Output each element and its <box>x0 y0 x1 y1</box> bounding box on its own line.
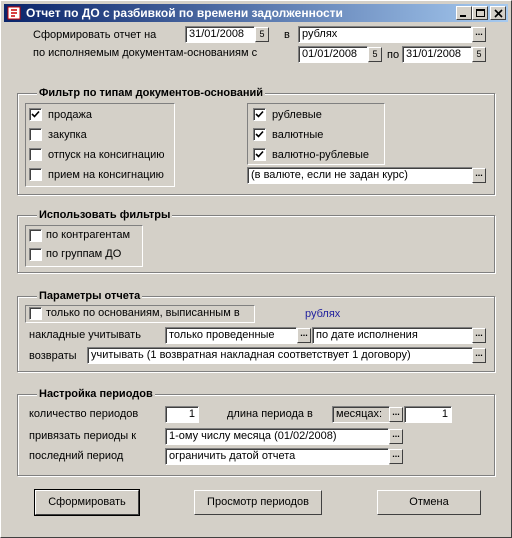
checkmark-icon <box>255 150 264 159</box>
returns-field[interactable]: учитывать (1 возвратная накладная соответствует 1 договору) <box>87 347 473 364</box>
returns-select-button[interactable]: ... <box>472 348 486 363</box>
period-length-field[interactable]: 1 <box>404 406 452 423</box>
filter-groups-label: по группам ДО <box>46 248 122 260</box>
period-count-field[interactable]: 1 <box>165 406 199 423</box>
invoices-select-button[interactable]: ... <box>297 328 311 343</box>
report-params-title: Параметры отчета <box>39 290 141 302</box>
in-label: в <box>284 29 290 41</box>
use-filters-title: Использовать фильтры <box>39 209 171 221</box>
form-report-label: Сформировать отчет на <box>33 29 157 41</box>
maximize-button[interactable] <box>472 6 488 20</box>
window-title: Отчет по ДО с разбивкой по времени задолженности <box>26 6 343 20</box>
report-date-calendar-button[interactable]: 5 <box>255 27 269 42</box>
type-sale-checkbox[interactable] <box>29 108 42 121</box>
close-icon <box>494 9 503 18</box>
currency-mixed-label: валютно-рублевые <box>272 149 369 161</box>
type-purchase-label: закупка <box>48 129 87 141</box>
report-date-field[interactable]: 31/01/2008 <box>185 26 255 43</box>
currency-field[interactable]: рублях <box>298 26 472 43</box>
period-length-label: длина периода в <box>227 408 313 420</box>
last-period-label: последний период <box>29 450 124 462</box>
doc-filter-title: Фильтр по типам документов-оснований <box>39 87 264 99</box>
period-unit-select-button[interactable]: ... <box>389 407 403 422</box>
invoices-label: накладные учитывать <box>29 329 141 341</box>
period-unit-field[interactable]: месяцах: <box>332 406 390 423</box>
currency-fx-checkbox[interactable] <box>253 128 266 141</box>
last-period-field[interactable]: ограничить датой отчета <box>165 448 389 465</box>
checkmark-icon <box>255 130 264 139</box>
generate-button[interactable]: Сформировать <box>35 490 139 515</box>
only-currency-value: рублях <box>305 308 341 320</box>
bind-periods-field[interactable]: 1-ому числу месяца (01/02/2008) <box>165 428 389 445</box>
type-sale-label: продажа <box>48 109 92 121</box>
maximize-icon <box>476 9 485 18</box>
currency-rub-checkbox[interactable] <box>253 108 266 121</box>
date-to-calendar-button[interactable]: 5 <box>472 47 486 62</box>
invoices-date-select-button[interactable]: ... <box>472 328 486 343</box>
invoices-field[interactable]: только проведенные <box>165 327 297 344</box>
type-purchase-checkbox[interactable] <box>29 128 42 141</box>
type-consign-in-checkbox[interactable] <box>29 168 42 181</box>
only-currency-checkbox[interactable] <box>29 307 42 320</box>
checkmark-icon <box>31 110 40 119</box>
close-button[interactable] <box>490 6 506 20</box>
type-consign-out-label: отпуск на консигнацию <box>48 149 165 161</box>
to-label: по <box>387 49 400 61</box>
bind-periods-label: привязать периоды к <box>29 430 137 442</box>
period-count-label: количество периодов <box>29 408 139 420</box>
date-from-field[interactable]: 01/01/2008 <box>298 46 368 63</box>
date-from-calendar-button[interactable]: 5 <box>368 47 382 62</box>
checkmark-icon <box>255 110 264 119</box>
bind-periods-select-button[interactable]: ... <box>389 429 403 444</box>
periods-title: Настройка периодов <box>39 388 153 400</box>
minimize-button[interactable] <box>456 6 472 20</box>
date-to-field[interactable]: 31/01/2008 <box>402 46 472 63</box>
returns-label: возвраты <box>29 350 77 362</box>
view-periods-button[interactable]: Просмотр периодов <box>194 490 322 515</box>
currency-rub-label: рублевые <box>272 109 322 121</box>
currency-fx-label: валютные <box>272 129 324 141</box>
period-from-label: по исполняемым документам-основаниям с <box>33 47 258 59</box>
last-period-select-button[interactable]: ... <box>389 449 403 464</box>
filter-counterparties-checkbox[interactable] <box>29 229 42 242</box>
title-bar[interactable] <box>4 4 508 22</box>
currency-note-field[interactable]: (в валюте, если не задан курс) <box>247 167 473 184</box>
filter-counterparties-label: по контрагентам <box>46 229 131 241</box>
app-icon <box>6 5 22 21</box>
type-consign-out-checkbox[interactable] <box>29 148 42 161</box>
currency-mixed-checkbox[interactable] <box>253 148 266 161</box>
currency-note-select-button[interactable]: ... <box>472 168 486 183</box>
minimize-icon <box>460 9 468 17</box>
cancel-button[interactable]: Отмена <box>377 490 481 515</box>
currency-select-button[interactable]: ... <box>472 27 486 42</box>
only-currency-label: только по основаниям, выписанным в <box>46 307 240 319</box>
invoices-date-field[interactable]: по дате исполнения <box>312 327 473 344</box>
type-consign-in-label: прием на консигнацию <box>48 169 164 181</box>
filter-groups-checkbox[interactable] <box>29 248 42 261</box>
